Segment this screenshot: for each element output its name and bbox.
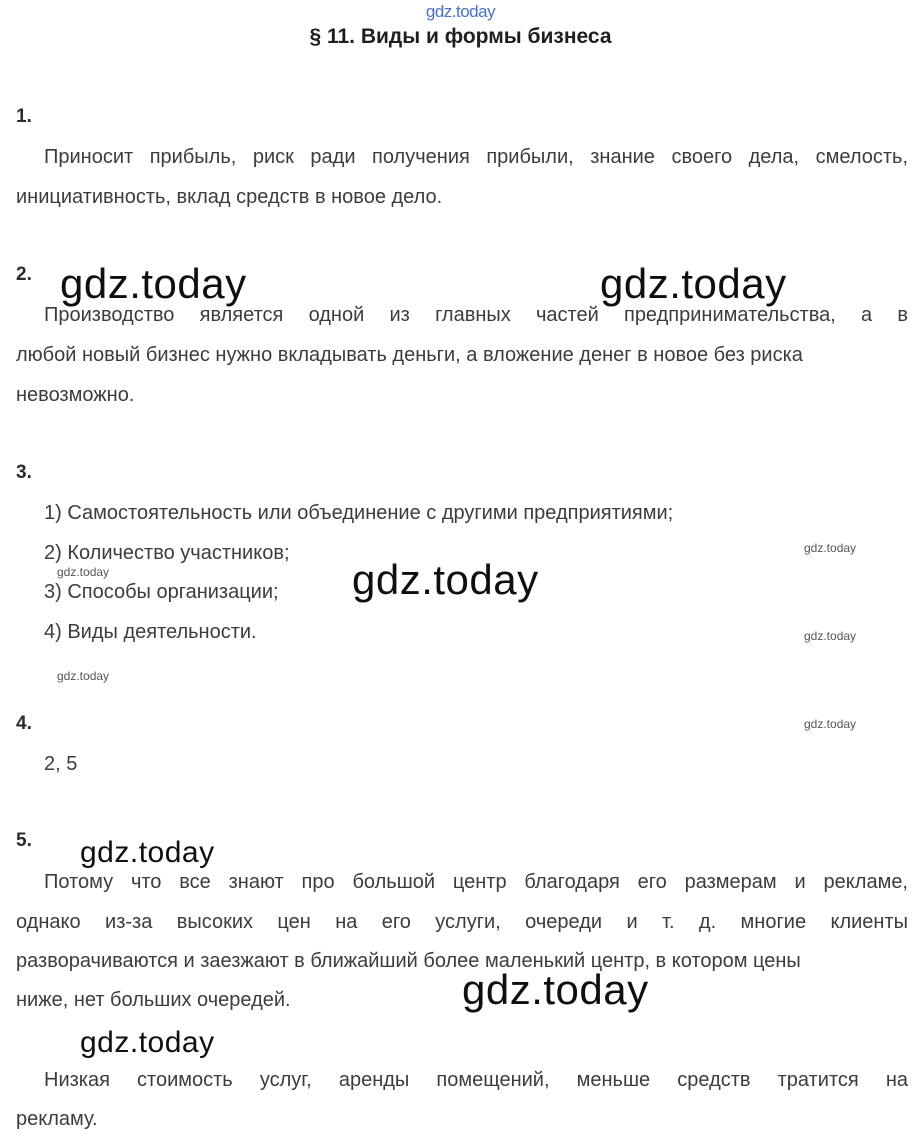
question-1-number: 1. <box>16 106 32 127</box>
question-5-p1-line-3: разворачиваются и заезжают в ближайший более маленький центр, в котором цены <box>16 950 801 972</box>
watermark-large: gdz.today <box>60 260 247 307</box>
watermark-small: gdz.today <box>57 669 110 683</box>
question-5-p2-line-2: рекламу. <box>16 1108 98 1130</box>
question-3-item-2: 2) Количество участников; <box>44 542 290 564</box>
question-2-number: 2. <box>16 264 32 285</box>
question-2-line-3: невозможно. <box>16 384 135 406</box>
watermark-large: gdz.today <box>600 260 787 307</box>
watermark-small: gdz.today <box>804 717 857 731</box>
question-1-line-2: инициативность, вклад средств в новое дело. <box>16 186 443 208</box>
question-3-item-3: 3) Способы организации; <box>44 581 279 603</box>
question-2-line-1: Производство является одной из главных частей предпринимательства, а в <box>44 304 908 326</box>
question-5-p1-line-4: ниже, нет больших очередей. <box>16 989 291 1011</box>
watermark-large: gdz.today <box>462 966 649 1013</box>
watermark-small: gdz.today <box>804 629 857 643</box>
watermark-large: gdz.today <box>352 556 539 603</box>
top-watermark: gdz.today <box>425 2 496 21</box>
question-4-number: 4. <box>16 713 32 734</box>
question-4-answer: 2, 5 <box>44 753 78 775</box>
page-title: § 11. Виды и формы бизнеса <box>309 25 612 48</box>
question-5-p1-line-1: Потому что все знают про большой центр благодаря его размерам и рекламе, <box>44 871 908 893</box>
question-3-item-1: 1) Самостоятельность или объединение с другими предприятиями; <box>44 502 674 524</box>
watermark-medium: gdz.today <box>80 836 215 869</box>
question-3-item-4: 4) Виды деятельности. <box>44 621 257 643</box>
watermark-medium: gdz.today <box>80 1026 215 1059</box>
question-2-line-2: любой новый бизнес нужно вкладывать деньги, а вложение денег в новое без риска <box>16 344 803 366</box>
question-1-line-1: Приносит прибыль, риск ради получения прибыли, знание своего дела, смелость, <box>44 146 908 168</box>
question-5-p1-line-2: однако из-за высоких цен на его услуги, очереди и т. д. многие клиенты <box>16 911 908 933</box>
question-5-number: 5. <box>16 830 32 851</box>
watermark-small: gdz.today <box>804 541 857 555</box>
question-5-p2-line-1: Низкая стоимость услуг, аренды помещений, меньше средств тратится на <box>44 1069 908 1091</box>
question-3-number: 3. <box>16 462 32 483</box>
watermark-small: gdz.today <box>57 565 110 579</box>
